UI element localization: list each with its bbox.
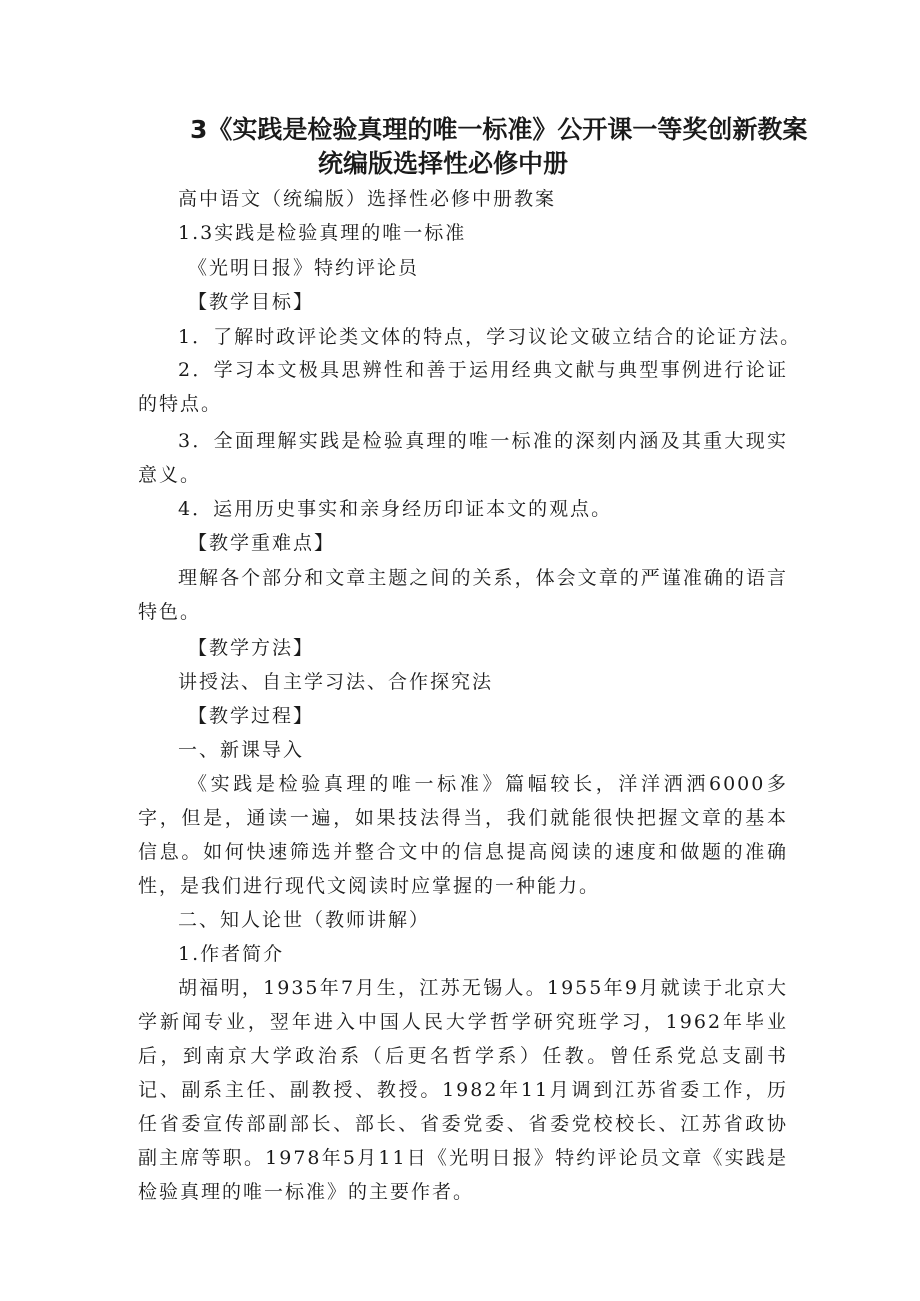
subsection-1-title: 1.作者简介 [178, 943, 285, 965]
lesson-title: 1.3实践是检验真理的唯一标准 [178, 222, 467, 244]
objectives-heading: 【教学目标】 [188, 291, 315, 313]
document-title-line-2: 统编版选择性必修中册 [318, 149, 569, 178]
course-name: 高中语文（统编版）选择性必修中册教案 [178, 188, 557, 210]
objective-item-2: 2．学习本文极具思辨性和善于运用经典文献与典型事例进行论证的特点。 [138, 359, 788, 415]
process-heading: 【教学过程】 [188, 705, 315, 727]
subsection-1-text: 胡福明，1935年7月生，江苏无锡人。1955年9月就读于北京大学新闻专业，翌年进入中国人民大学哲学研究班学习，1962年毕业后，到南京大学政治系（后更名哲学系）任教。曾任系党总支副书记、副系主任、副教授、教授。1982年11月调到江苏省委工作，历任省委宣传部副部长、部长、省委党委、省委党校校长、江苏省政协副主席等职。1978年5月11日《光明日报》特约评论员文章《实践是检验真理的唯一标准》的主要作者。 [138, 977, 788, 1203]
methods-text: 讲授法、自主学习法、合作探究法 [178, 671, 494, 693]
keypoints-text: 理解各个部分和文章主题之间的关系，体会文章的严谨准确的语言特色。 [138, 567, 788, 623]
section-2-title: 二、知人论世（教师讲解） [178, 909, 431, 931]
author-line: 《光明日报》特约评论员 [188, 257, 420, 279]
document-title-line-1: 3《实践是检验真理的唯一标准》公开课一等奖创新教案 [190, 115, 808, 144]
section-1-title: 一、新课导入 [178, 739, 305, 761]
methods-heading: 【教学方法】 [188, 637, 315, 659]
section-1-text: 《实践是检验真理的唯一标准》篇幅较长，洋洋洒洒6000多字，但是，通读一遍，如果技法得当，我们就能很快把握文章的基本信息。如何快速筛选并整合文中的信息提高阅读的速度和做题的准确性，是我们进行现代文阅读时应掌握的一种能力。 [138, 773, 788, 897]
objective-item-1: 1．了解时政评论类文体的特点，学习议论文破立结合的论证方法。 [178, 326, 802, 348]
objective-item-4: 4．运用历史事实和亲身经历印证本文的观点。 [178, 498, 613, 520]
objective-item-3: 3．全面理解实践是检验真理的唯一标准的深刻内涵及其重大现实意义。 [138, 430, 788, 486]
keypoints-heading: 【教学重难点】 [188, 532, 336, 554]
